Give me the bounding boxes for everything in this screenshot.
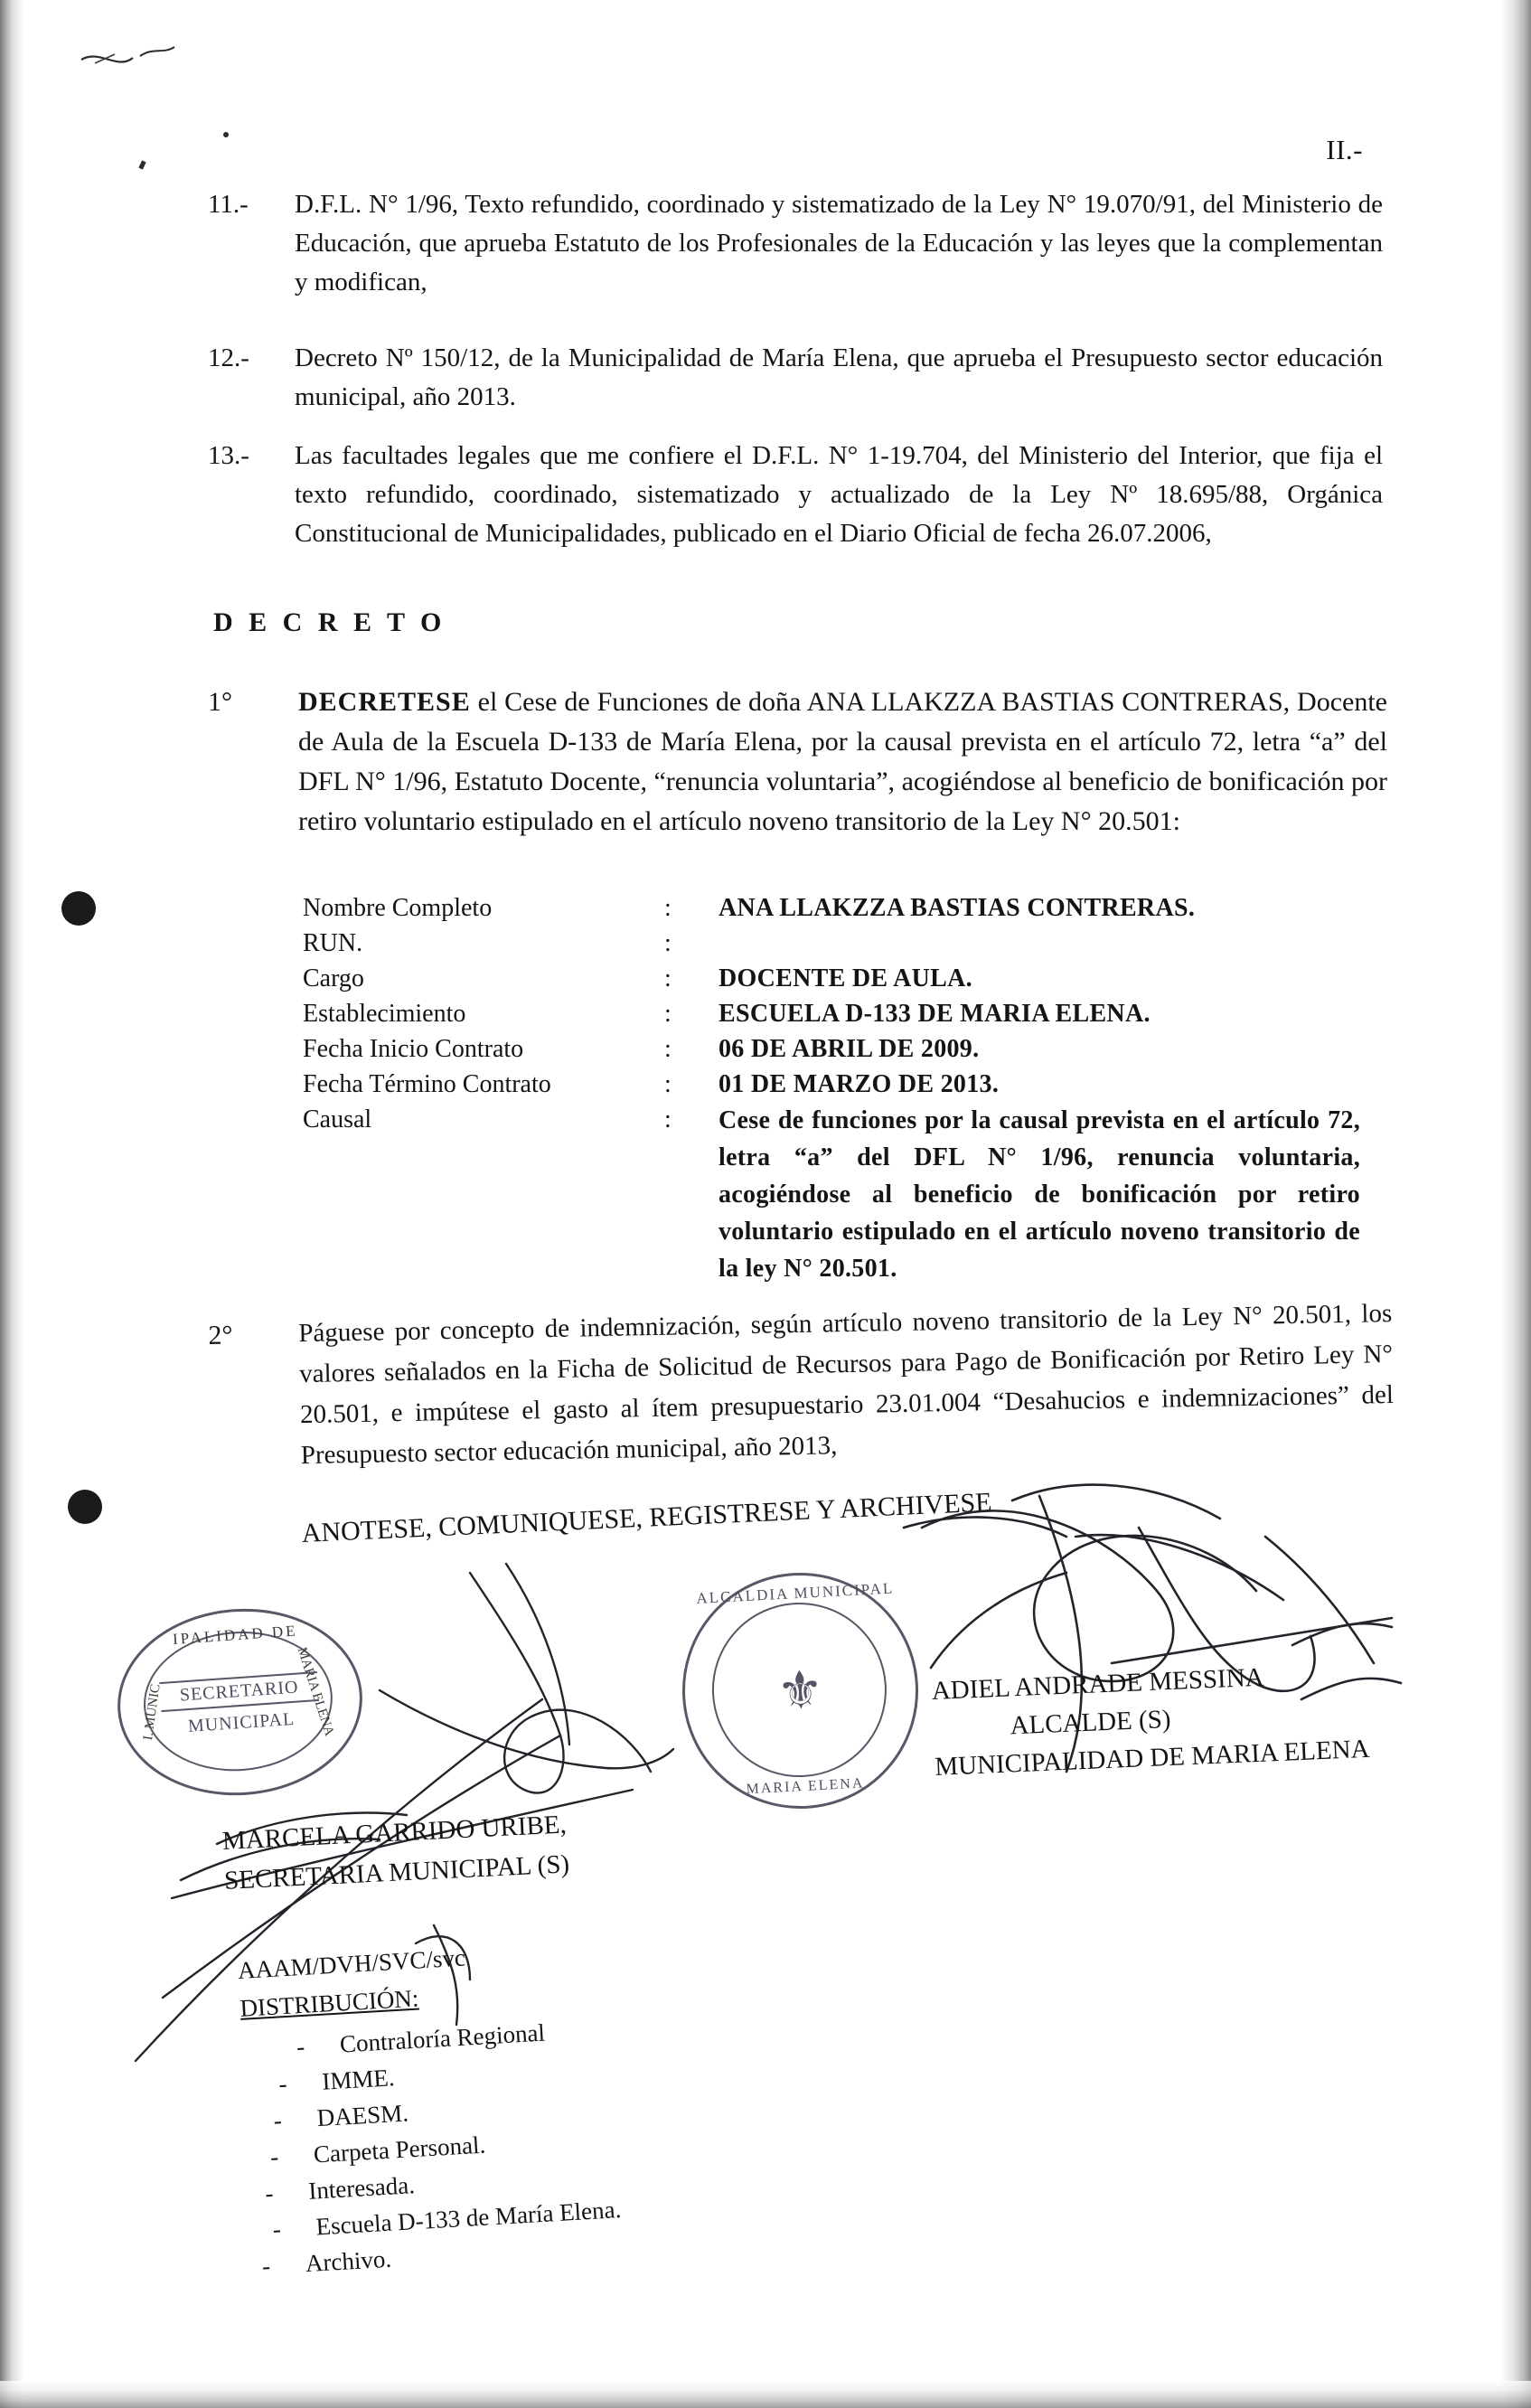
clause-11-text: D.F.L. N° 1/96, Texto refundido, coordinado y sistematizado de la Ley N° 19.070/91, del Ministerio de Educación, que aprueba Estatuto de los Profesionales de la Educación y las leyes que la complementan y modifican, bbox=[295, 190, 1383, 296]
article-1-text: el Cese de Funciones de doña ANA LLAKZZA BASTIAS CONTRERAS, Docente de Aula de la Escuela D-133 de María Elena, por la causal prevista en el artículo 72, letra “a” del DFL N° 1/96, Estatuto Docente, “renuncia voluntaria”, acogiéndose al beneficio de bonificación por retiro voluntario estipulado en el artículo noveno transitorio de la Ley N° 20.501: bbox=[298, 687, 1387, 836]
mayor-name: ADIEL ANDRADE MESSINA bbox=[931, 1662, 1265, 1706]
distribution-block bbox=[237, 1932, 625, 2285]
clause-13 bbox=[208, 437, 1383, 553]
distribution-item-label: Contraloría Regional bbox=[339, 2018, 546, 2058]
detail-value: ANA LLAKZZA BASTIAS CONTRERAS. bbox=[719, 894, 1196, 922]
detail-label: Causal bbox=[303, 1105, 372, 1133]
table-row bbox=[303, 1067, 1378, 1102]
list-bullet-icon: - bbox=[261, 2252, 271, 2280]
hole-punch-mark-icon bbox=[68, 1490, 102, 1524]
secretary-stamp-ring-left: I. MUNIC bbox=[141, 1683, 164, 1742]
detail-separator: : bbox=[664, 964, 672, 992]
distribution-item-label: Escuela D-133 de María Elena. bbox=[315, 2196, 623, 2241]
article-1-lead: DECRETESE bbox=[298, 687, 471, 717]
detail-value: DOCENTE DE AULA. bbox=[719, 964, 972, 992]
detail-value: 01 DE MARZO DE 2013. bbox=[719, 1070, 1000, 1098]
clause-13-text: Las facultades legales que me confiere el D.F.L. N° 1-19.704, del Ministerio del Interior, que fija el texto refundido, coordinado, sistematizado y actualizado de la Ley Nº 18.695/88, Orgánica Constitucional de Municipalidades, publicado en el Diario Oficial de fecha 26.07.2006, bbox=[295, 441, 1383, 548]
distribution-item-label: IMME. bbox=[321, 2064, 396, 2095]
secretary-stamp-ring-right: MARIA ELENA bbox=[294, 1645, 337, 1738]
table-row bbox=[303, 1031, 1378, 1067]
mayor-stamp-ring-bottom: MARIA ELENA bbox=[746, 1775, 865, 1798]
secretary-name: MARCELA GARRIDO URIBE, bbox=[221, 1810, 568, 1856]
list-bullet-icon: - bbox=[264, 2179, 275, 2207]
distribution-title: DISTRIBUCIÓN: bbox=[239, 1984, 420, 2022]
article-2 bbox=[208, 1293, 1395, 1478]
detail-value: 06 DE ABRIL DE 2009. bbox=[719, 1035, 980, 1063]
distribution-item-label: Interesada. bbox=[307, 2171, 416, 2205]
article-2-text: Páguese por concepto de indemnización, según artículo noveno transitorio de la Ley N° 20.501, los valores señalados en la Ficha de Solicitud de Recursos para Pago de Bonificación por Retiro Ley N° 20.501, e impútese el gasto al ítem presupuestario 23.01.004 “Desahucios e indemnizaciones” del Presupuesto sector educación municipal, año 2013, bbox=[298, 1298, 1395, 1471]
list-bullet-icon: - bbox=[269, 2142, 279, 2171]
hole-punch-mark-icon bbox=[61, 891, 96, 926]
stray-dot-icon bbox=[223, 132, 229, 137]
clause-11-number: 11.- bbox=[208, 190, 249, 219]
closing-formula: ANOTESE, COMUNIQUESE, REGISTRESE Y ARCHIVESE bbox=[301, 1487, 993, 1548]
detail-separator: : bbox=[664, 1070, 672, 1098]
stray-dot-secondary-icon bbox=[138, 160, 146, 169]
mayor-stamp bbox=[676, 1566, 924, 1814]
detail-label: Cargo bbox=[303, 964, 364, 992]
clause-12-text: Decreto Nº 150/12, de la Municipalidad de María Elena, que aprueba el Presupuesto sector educación municipal, año 2013. bbox=[295, 343, 1383, 411]
article-1-body bbox=[298, 682, 1387, 842]
page-number: II.- bbox=[1326, 134, 1363, 165]
distribution-item-label: Carpeta Personal. bbox=[313, 2131, 486, 2168]
article-1-number: 1° bbox=[208, 687, 232, 717]
clause-12-number: 12.- bbox=[208, 343, 249, 372]
clause-13-number: 13.- bbox=[208, 441, 249, 470]
table-row bbox=[303, 961, 1378, 996]
mayor-stamp-ring-top: ALCALDIA MUNICIPAL bbox=[695, 1579, 895, 1607]
secretary-stamp-ring-top: IPALIDAD DE bbox=[172, 1622, 299, 1648]
detail-separator: : bbox=[664, 929, 672, 957]
list-bullet-icon: - bbox=[277, 2070, 288, 2098]
detail-label: RUN. bbox=[303, 929, 363, 957]
detail-label: Establecimiento bbox=[303, 1000, 466, 1028]
list-bullet-icon: - bbox=[271, 2215, 282, 2243]
secretary-stamp-center-line-1: SECRETARIO bbox=[159, 1671, 319, 1712]
detail-separator: : bbox=[664, 894, 672, 922]
clause-11 bbox=[208, 185, 1383, 302]
article-2-number: 2° bbox=[208, 1320, 233, 1350]
clause-12 bbox=[208, 339, 1383, 417]
list-bullet-icon: - bbox=[296, 2032, 305, 2061]
distribution-item-label: DAESM. bbox=[315, 2099, 409, 2132]
table-row bbox=[303, 926, 1378, 961]
mayor-signature-block bbox=[931, 1654, 1370, 1786]
mayor-entity: MUNICIPALIDAD DE MARIA ELENA bbox=[934, 1734, 1371, 1782]
table-row bbox=[303, 1102, 1378, 1287]
secretary-title: SECRETARIA MUNICIPAL (S) bbox=[223, 1849, 570, 1895]
decreto-heading: D E C R E T O bbox=[213, 607, 446, 637]
list-bullet-icon: - bbox=[272, 2106, 283, 2134]
coat-of-arms-icon: ⚜ bbox=[775, 1660, 826, 1721]
detail-label: Fecha Inicio Contrato bbox=[303, 1035, 524, 1063]
stray-ink-mark-icon bbox=[77, 43, 203, 80]
secretary-stamp bbox=[111, 1601, 369, 1803]
detail-value: Cese de funciones por la causal prevista en el artículo 72, letra “a” del DFL N° 1/96, renuncia voluntaria, acogiéndose al beneficio de bonificación por retiro voluntario estipulado en el artículo noveno transitorio de la ley N° 20.501. bbox=[719, 1106, 1360, 1283]
distribution-code: AAAM/DVH/SVC/svc bbox=[237, 1943, 466, 1984]
detail-separator: : bbox=[664, 1035, 672, 1063]
secretary-signature-block bbox=[221, 1804, 570, 1901]
detail-separator: : bbox=[664, 1000, 672, 1028]
article-1 bbox=[208, 682, 1387, 842]
table-row bbox=[303, 890, 1378, 926]
detail-label: Fecha Término Contrato bbox=[303, 1070, 551, 1098]
detail-value: ESCUELA D-133 DE MARIA ELENA. bbox=[719, 1000, 1151, 1028]
distribution-item-label: Archivo. bbox=[305, 2244, 392, 2278]
secretary-stamp-center-line-2: MUNICIPAL bbox=[187, 1708, 296, 1737]
detail-separator: : bbox=[664, 1105, 672, 1133]
employee-details-table bbox=[303, 890, 1378, 1287]
mayor-title: ALCALDE (S) bbox=[1009, 1704, 1172, 1741]
table-row bbox=[303, 996, 1378, 1031]
detail-label: Nombre Completo bbox=[303, 894, 493, 922]
